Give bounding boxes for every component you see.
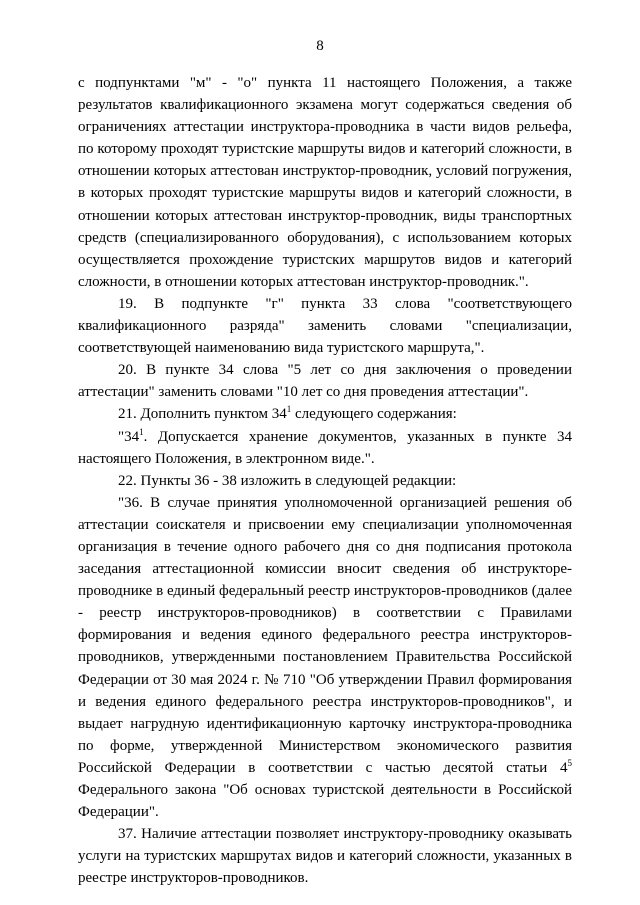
paragraph-item-21-text-end: следующего содержания: [291,406,457,423]
paragraph-item-21-text: 21. Дополнить пунктом 34 [118,406,287,423]
paragraph-item-20: 20. В пункте 34 слова "5 лет со дня заключения о проведении аттестации" заменить словами "10 лет со дня проведения аттестации". [78,362,572,401]
paragraph-item-36-text-end: Федерального закона "Об основах туристской деятельности в Российской Федерации". [78,782,572,821]
superscript: 1 [286,404,292,415]
superscript: 5 [567,757,572,768]
page-number: 8 [316,38,324,54]
paragraph-item-36-text: "36. В случае принятия уполномоченной организацией решения об аттестации соискателя и присвоении ему специализации уполномоченная организация в течение одного рабочего дня со дня подписания протокола заседания аттестационной комиссии вносит сведения об инструкторе-проводнике в единый федеральный реестр инструкторов-проводников (далее - реестр инструкторов-проводников) в соответствии с Правилами формирования и ведения единого федерального реестра инструкторов-проводников, утвержденными постановлением Правительства Российской Федерации от 30 мая 2024 г. № 710 "Об утверждении Правил формирования и ведения единого федерального реестра инструкторов-проводников", и выдает нагрудную идентификационную карточку инструктора-проводника по форме, утвержденной Министерством экономического развития Российской Федерации в соответствии с частью десятой статьи 4 [78,494,572,776]
paragraph-item-22: 22. Пункты 36 - 38 изложить в следующей редакции: [118,472,457,489]
paragraph-item-36 [78,492,572,823]
document-body [78,72,572,889]
paragraph-item-19: 19. В подпункте "г" пункта 33 слова "соответствующего квалификационного разряда" заменить словами "специализации, соответствующей наименованию вида туристского маршрута,". [78,295,572,357]
paragraph-item-34-1-text: "34 [118,428,140,445]
paragraph-item-34-1-text-end: . Допускается хранение документов, указанных в пункте 34 настоящего Положения, в электронном виде.". [78,428,572,467]
paragraph-item-21 [78,403,572,425]
paragraph-continuation: с подпунктами "м" - "о" пункта 11 настоящего Положения, а также результатов квалификационного экзамена могут содержаться сведения об ограничениях аттестации инструктора-проводника в части видов рельефа, по которому проходят туристские маршруты видов и категорий сложности, в отношении которых аттестован инструктор-проводник, условий погружения, в которых проходят туристские маршруты видов и категорий сложности, в отношении которых аттестован инструктор-проводник, виды транспортных средств (специализированного оборудования), с использованием которых осуществляется прохождение туристских маршрутов видов и категорий сложности, в отношении которых аттестован инструктор-проводник.". [78,75,572,290]
paragraph-item-37: 37. Наличие аттестации позволяет инструктору-проводнику оказывать услуги на туристских маршрутах видов и категорий сложности, указанных в реестре инструкторов-проводников. [78,826,572,887]
superscript: 1 [139,426,144,437]
paragraph-item-34-1 [78,426,572,470]
